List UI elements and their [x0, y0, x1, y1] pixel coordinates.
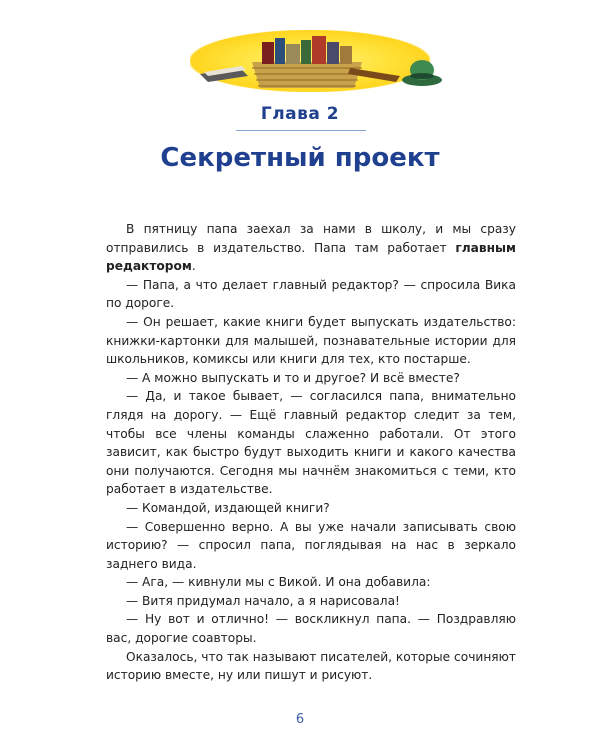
paragraph: Оказалось, что так называют писателей, которые сочиняют историю вместе, ну или пишут и рисуют.	[106, 649, 516, 683]
books-basket-illustration	[190, 24, 450, 90]
paragraph: — Совершенно верно. А вы уже начали записывать свою историю? — спросил папа, поглядывая на нас в зеркало заднего вида.	[106, 519, 516, 571]
paragraph: — Ну вот и отлично! — воскликнул папа. — Поздравляю вас, дорогие соавторы.	[106, 612, 516, 646]
paragraph: — Командой, издающей книги?	[126, 500, 330, 515]
chapter-label: Глава 2	[260, 104, 340, 124]
paragraph: — А можно выпускать и то и другое? И всё вместе?	[126, 370, 460, 385]
chapter-divider	[236, 130, 366, 131]
emphasis-text: главным редактором	[106, 240, 516, 274]
paragraph: — Папа, а что делает главный редактор? — спросила Вика по дороге.	[106, 277, 516, 311]
paragraph: — Ага, — кивнули мы с Викой. И она добавила:	[126, 575, 431, 590]
chapter-title: Секретный проект	[160, 143, 440, 173]
chapter-body	[106, 220, 516, 685]
paragraph: — Да, и такое бывает, — согласился папа, внимательно глядя на дорогу. — Ещё главный редактор следит за тем, чтобы все члены команды слаженно работали. От этого зависит, как быстро будут выходить книги и какого качества они получаются. Сегодня мы начнём знакомиться с теми, кто работает в издательстве.	[106, 389, 516, 497]
paragraph: — Он решает, какие книги будет выпускать издательство: книжки-картонки для малышей, познавательные истории для школьников, комиксы или книги для тех, кто постарше.	[106, 314, 516, 367]
page-number: 6	[295, 712, 305, 727]
paragraph: В пятницу папа заехал за нами в школу, и мы сразу отправились в издательство. Папа там работает главным редактором.	[106, 222, 516, 274]
paragraph: — Витя придумал начало, а я нарисовала!	[126, 593, 400, 608]
